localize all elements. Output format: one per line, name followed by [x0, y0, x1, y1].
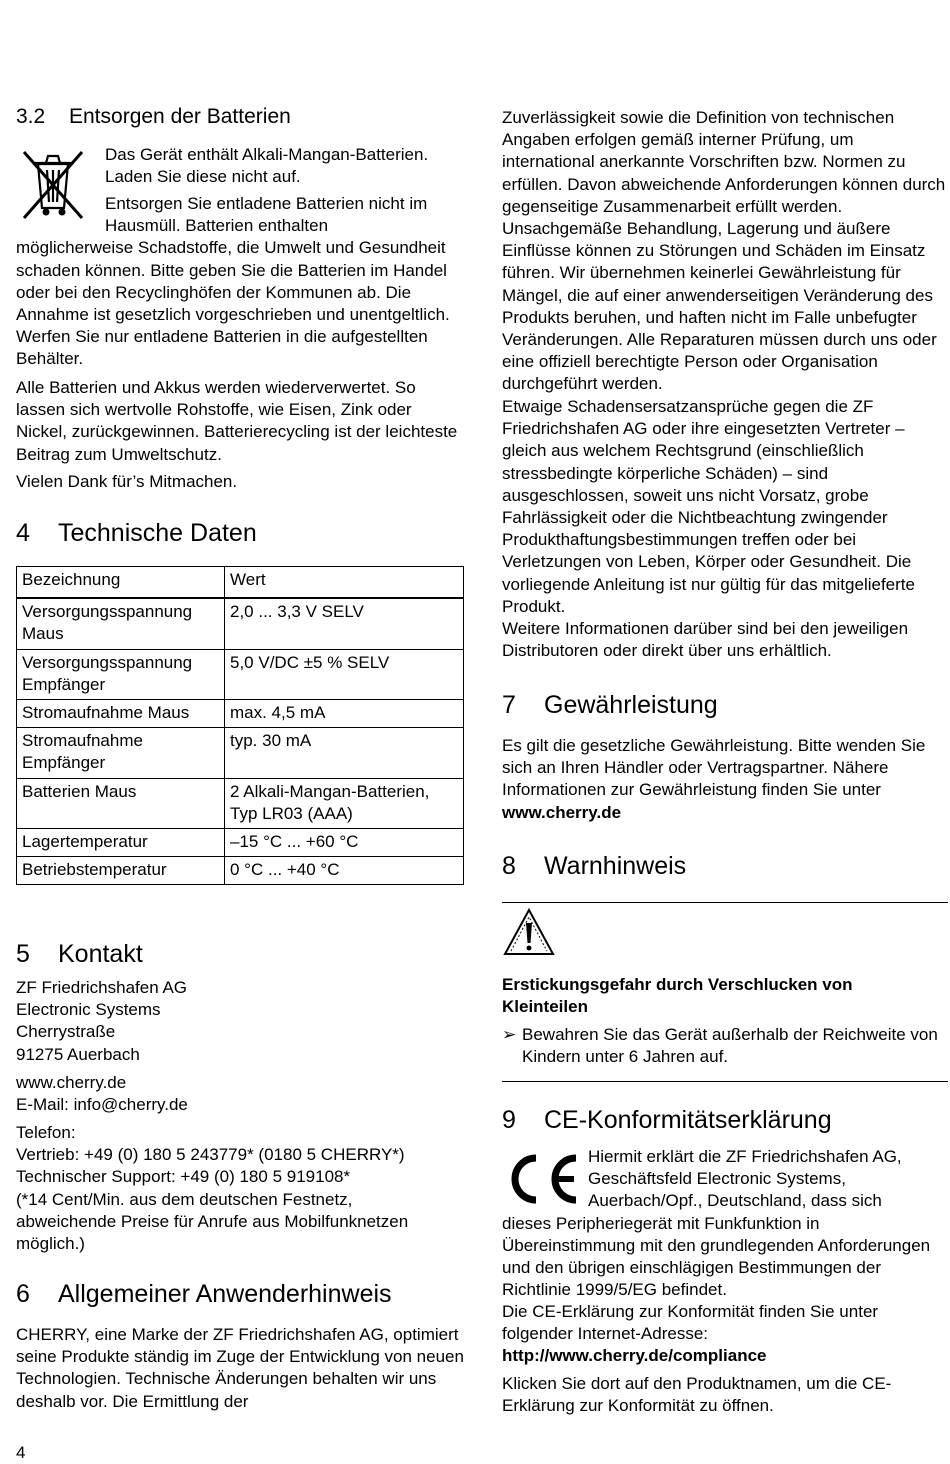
table-cell: max. 4,5 mA — [225, 700, 463, 728]
compliance-link[interactable]: http://www.cherry.de/compliance — [502, 1346, 767, 1366]
contact-web-email — [16, 1072, 464, 1116]
section-3-2-heading — [16, 104, 291, 130]
table-cell: –15 °C ... +60 °C — [225, 829, 463, 857]
website-link[interactable]: www.cherry.de — [16, 1073, 127, 1092]
warning-triangle-icon — [502, 907, 556, 957]
table-header-cell: Wert — [225, 567, 463, 599]
user-note-para-left: CHERRY, eine Marke der ZF Friedrichshafen AG, optimiert seine Produkte ständig im Zuge der Entwicklung von neuen Technologien. Technische Änderungen behalten wir uns deshalb vor. Die Ermittlung der — [16, 1325, 464, 1411]
table-cell: 0 °C ... +40 °C — [230, 860, 340, 880]
section-9-heading: 9 CE-Konformitätserklärung — [502, 1106, 832, 1134]
table-cell: Betriebstemperatur — [17, 857, 225, 884]
user-note-para-right-3: Weitere Informationen darüber sind bei den jeweiligen Distributoren oder direkt über uns erhältlich. — [502, 619, 909, 661]
warning-bullet — [502, 1024, 948, 1068]
table-cell: 5,0 V/DC ±5 % SELV — [225, 650, 463, 700]
table-header-row — [17, 567, 463, 599]
table-cell: 2 Alkali-Mangan-Batterien, Typ LR03 (AAA) — [225, 779, 463, 829]
warning-bullet-text: Bewahren Sie das Gerät außerhalb der Reichweite von Kindern unter 6 Jahren auf. — [522, 1025, 938, 1067]
table-cell: Batterien Maus — [17, 779, 225, 829]
table-cell: Versorgungsspannung Maus — [17, 599, 225, 649]
table-cell: 2,0 ... 3,3 V SELV — [225, 599, 463, 649]
warning-top-rule — [502, 902, 948, 903]
ce-para-3: Klicken Sie dort auf den Produktnamen, um die CE-Erklärung zur Konformität zu öffnen. — [502, 1374, 892, 1416]
email-link[interactable]: E-Mail: info@cherry.de — [16, 1095, 188, 1115]
warning-bottom-rule — [502, 1081, 948, 1082]
section-number: 3.2 — [16, 105, 46, 128]
table-row — [17, 857, 463, 884]
section-8-heading: 8 Warnhinweis — [502, 852, 687, 880]
battery-para-1: Das Gerät enthält Alkali-Mangan-Batterien. Laden Sie diese nicht auf. — [105, 145, 429, 187]
section-6-heading: 6 Allgemeiner Anwenderhinweis — [16, 1280, 392, 1308]
table-cell: Stromaufnahme Maus — [17, 700, 225, 728]
section-7-heading: 7 Gewährleistung — [502, 691, 718, 719]
user-note-para-right-2: Etwaige Schadensersatzansprüche gegen die ZF Friedrichshafen AG oder ihre eingesetzten Vertreter – gleich aus welchem Rechtsgrund (einschließlich stressbedingte körperliche Schäden) – sind ausgeschlossen, soweit uns nicht Vorsatz, grobe Fahrlässigkeit oder die Nichtbeachtung zwingender Produkthaftungsbestimmungen treffen oder bei Verletzungen von Leben, Körper oder Gesundheit. Die vorliegende Anleitung ist nur gültig für das mitgelieferte Produkt. — [502, 397, 915, 616]
warning-heading: Erstickungsgefahr durch Verschlucken von Kleinteilen — [502, 975, 853, 1017]
warranty-para: Es gilt die gesetzliche Gewährleistung. Bitte wenden Sie sich an Ihren Händler oder Vertragspartner. Nähere Informationen zur Gewährleistung finden Sie unter www.cherry.de — [502, 736, 926, 822]
warranty-link[interactable]: www.cherry.de — [502, 802, 622, 822]
table-row — [17, 779, 463, 829]
table-cell: Stromaufnahme Empfänger — [17, 728, 225, 778]
table-cell: Versorgungsspannung Empfänger — [17, 650, 225, 700]
tech-data-table — [16, 566, 464, 885]
ce-para-1: Hiermit erklärt die ZF Friedrichshafen AG, Geschäftsfeld Electronic Systems, Auerbach/Opf., Deutschland, dass sich dieses Peripheriegerät mit Funkfunktion in Übereinstimmung mit den grundlegenden Anforderungen und den übrigen einschlägigen Bestimmungen der Richtlinie 1999/5/EG befindet. — [502, 1147, 931, 1300]
table-cell: typ. 30 mA — [225, 728, 463, 778]
contact-phone: Telefon: Vertrieb: +49 (0) 180 5 243779* (0180 5 CHERRY*) Technischer Support: +49 (0) 180 5 919108* (*14 Cent/Min. aus dem deutschen Festnetz, abweichende Preise für Anrufe aus Mobilfunknetzen möglich.) — [16, 1123, 409, 1254]
table-row — [17, 829, 463, 857]
user-note-para-right-1: Zuverlässigkeit sowie die Definition von technischen Angaben erfolgen gemäß interner Prüfung, um international anerkannte Vorschriften bzw. Normen zu erfüllen. Davon abweichende Anforderungen können durch gegenseitige Zusammenarbeit erfüllt werden. Unsachgemäße Behandlung, Lagerung und äußere Einflüsse können zu Störungen und Schäden im Einsatz führen. Wir übernehmen keinerlei Gewährleistung für Mängel, die auf einer anwenderseitigen Veränderung des Produkts beruhen, und haften nicht im Falle unbefugter Veränderungen. Alle Reparaturen müssen durch uns oder eine offiziell berechtigte Person oder Organisation durchgeführt werden. — [502, 108, 946, 394]
arrow-bullet-icon: ➢ — [502, 1025, 517, 1044]
table-row — [17, 728, 463, 778]
battery-para-4: Vielen Dank für’s Mitmachen. — [16, 472, 238, 491]
contact-address: ZF Friedrichshafen AG Electronic Systems Cherrystraße 91275 Auerbach — [16, 978, 188, 1064]
table-row — [17, 700, 463, 728]
table-header-cell: Bezeichnung — [17, 567, 225, 599]
battery-para-3: Alle Batterien und Akkus werden wiederverwertet. So lassen sich wertvolle Rohstoffe, wie Eisen, Zink oder Nickel, zurückgewinnen. Batterierecycling ist der leichteste Beitrag zum Umweltschutz. — [16, 378, 458, 464]
page-number: 4 — [16, 1443, 26, 1462]
ce-para-2: Die CE-Erklärung zur Konformität finden Sie unter folgender Internet-Adresse: http://www.cherry.de/compliance — [502, 1302, 879, 1366]
section-4-heading: 4 Technische Daten — [16, 519, 257, 547]
section-title: Entsorgen der Batterien — [69, 105, 291, 128]
battery-para-2: Entsorgen Sie entladene Batterien nicht im Hausmüll. Batterien enthalten möglicherweise Schadstoffe, die Umwelt und Gesundheit schaden können. Bitte geben Sie die Batterien im Handel oder bei den Recyclinghöfen der Kommunen ab. Die Annahme ist gesetzlich vorgeschrieben und unentgeltlich. Werfen Sie nur entladene Batterien in die aufgestellten Behälter. — [16, 194, 450, 369]
table-cell: Lagertemperatur — [17, 829, 225, 857]
table-row — [17, 599, 463, 649]
section-5-heading: 5 Kontakt — [16, 940, 143, 968]
table-row — [17, 650, 463, 700]
